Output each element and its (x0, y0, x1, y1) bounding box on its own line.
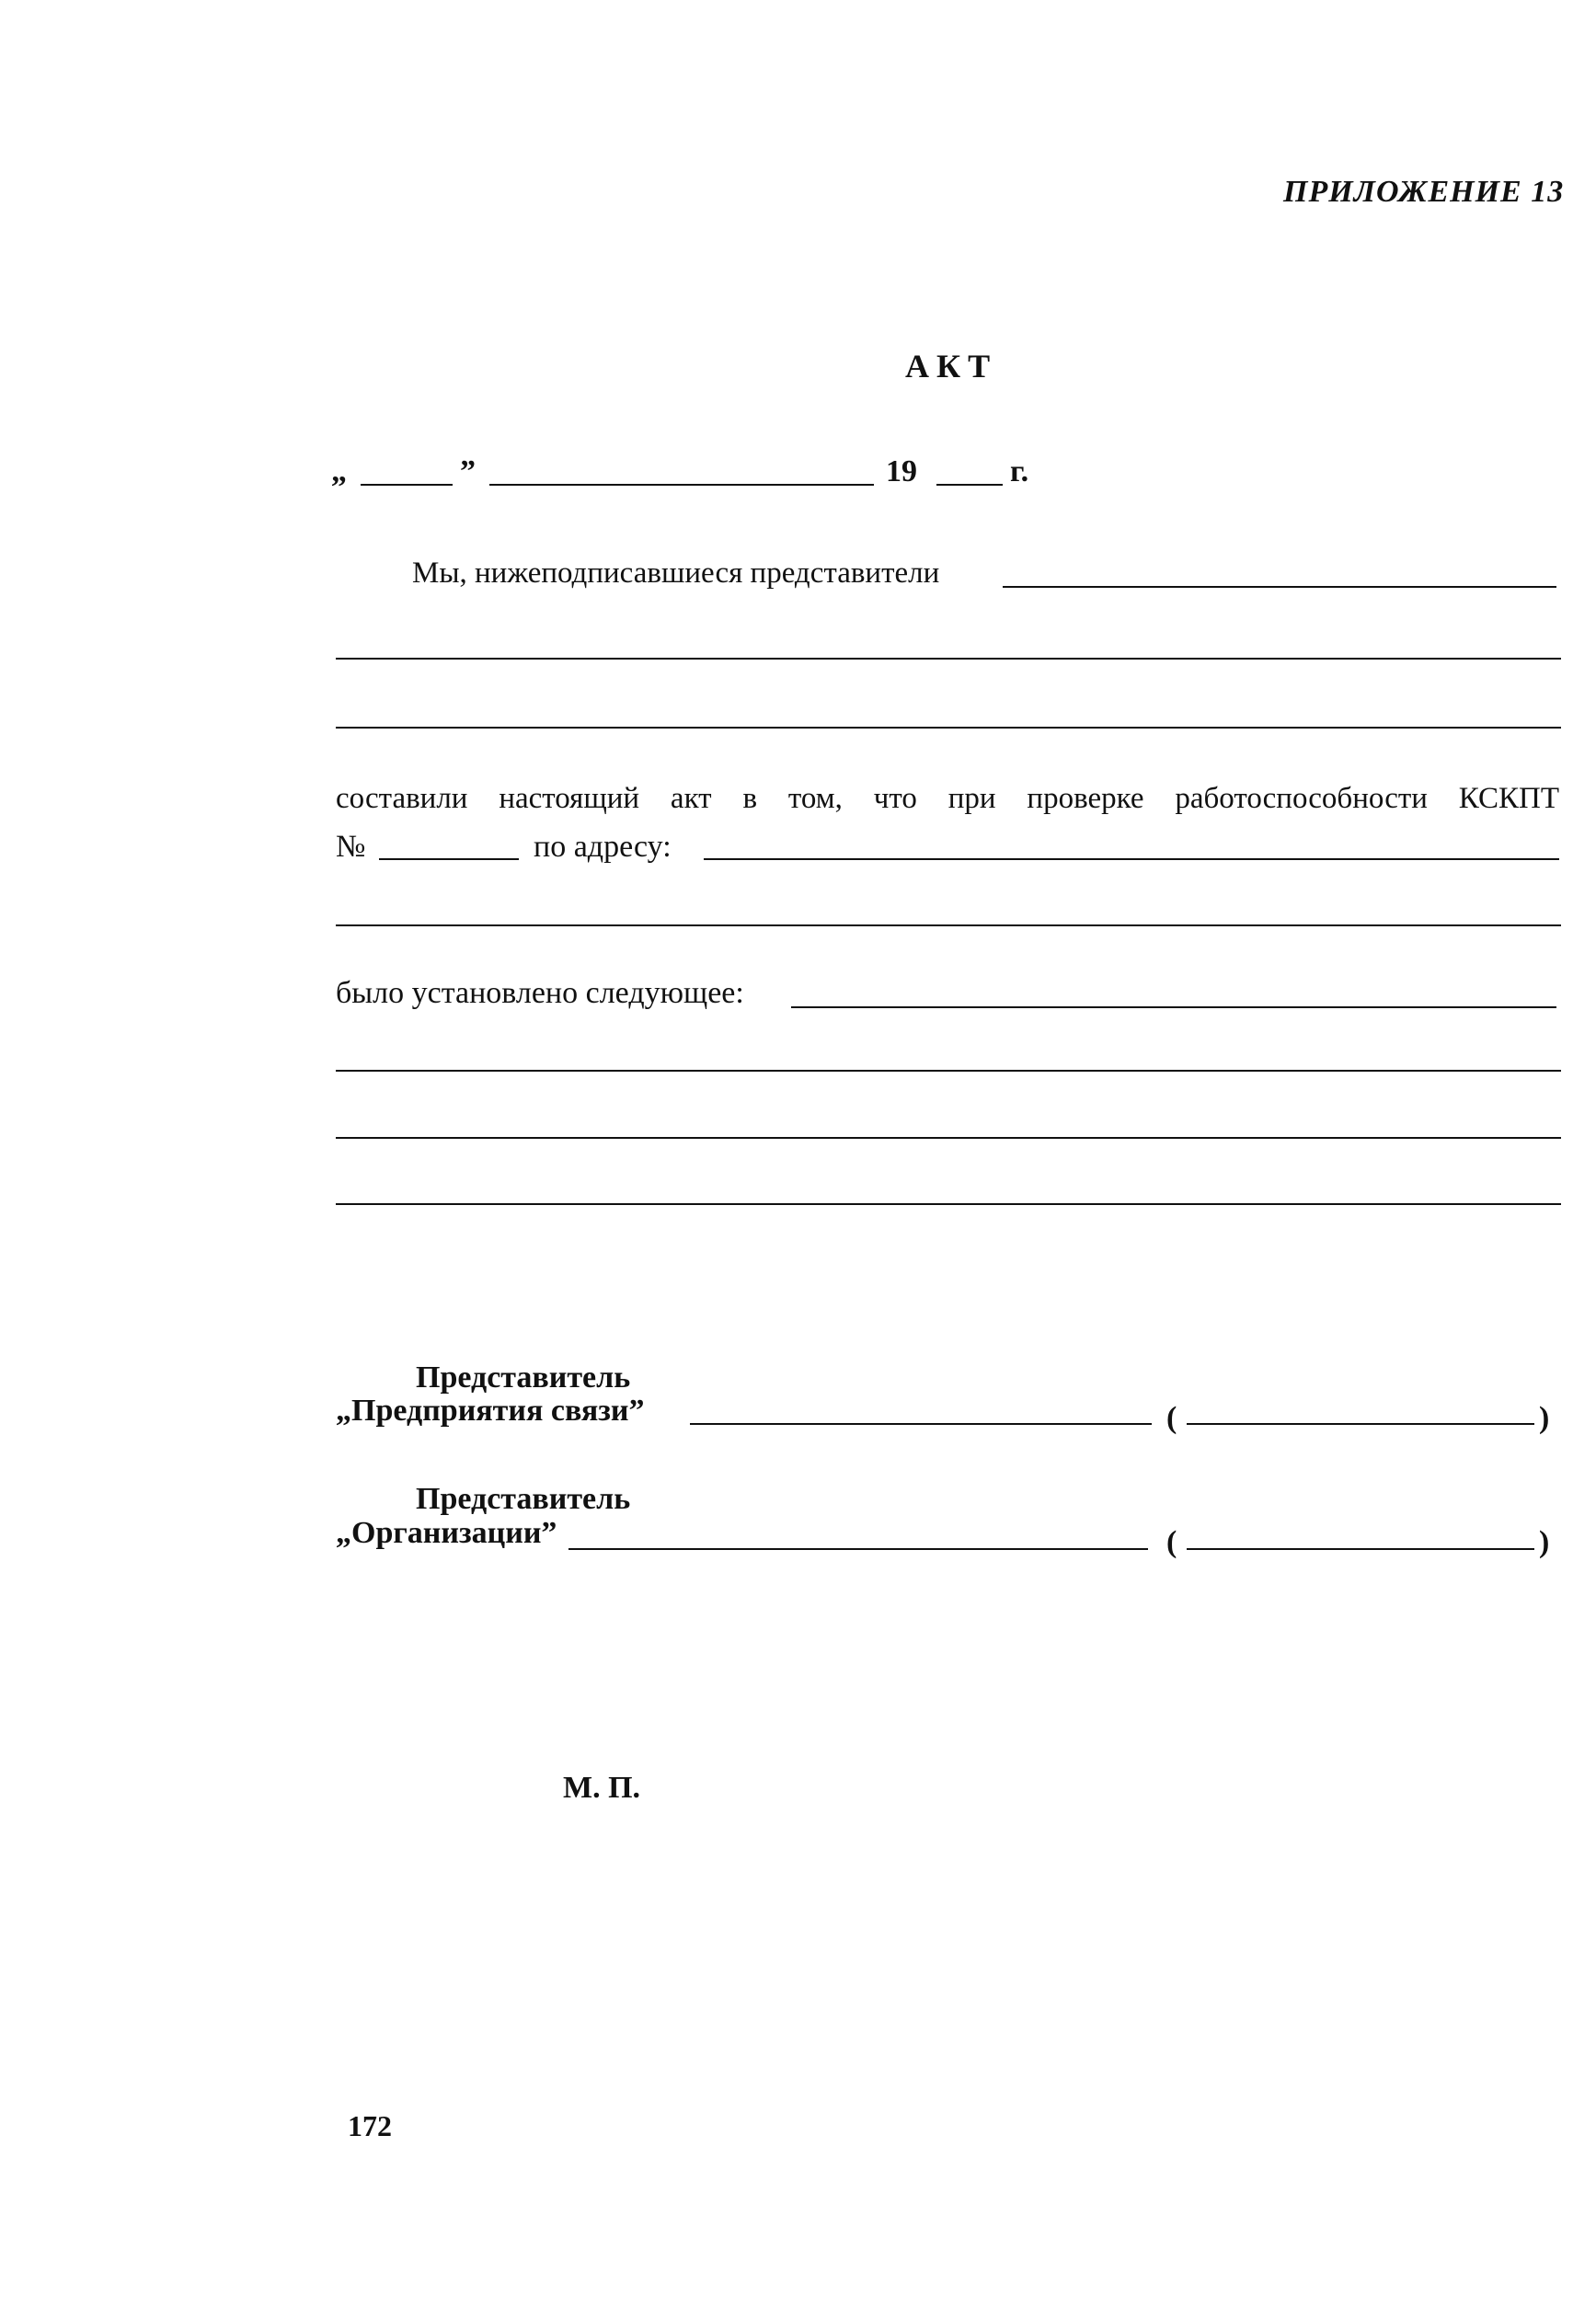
year-prefix: 19 (886, 454, 917, 488)
findings-blank-field[interactable] (791, 1006, 1556, 1008)
signature-role: Представитель (416, 1360, 631, 1395)
stamp-placeholder: М. П. (563, 1771, 641, 1805)
findings-blank-line-3[interactable] (336, 1137, 1561, 1139)
date-close-quote: ” (460, 454, 476, 488)
name-blank-field[interactable] (1187, 1548, 1534, 1550)
name-blank-field[interactable] (1187, 1423, 1534, 1425)
findings-blank-line-2[interactable] (336, 1070, 1561, 1072)
paren-close: ) (1539, 1401, 1550, 1435)
signature-blank-field[interactable] (568, 1548, 1148, 1550)
intro-text: Мы, нижеподписавшиеся представители (412, 557, 940, 590)
year-blank-field[interactable] (936, 484, 1003, 486)
findings-blank-line-4[interactable] (336, 1203, 1561, 1205)
number-label: № (336, 830, 366, 864)
statement-text: составили настоящий акт в том, что при проверке работоспособности КСКПТ (336, 782, 1559, 815)
page-number: 172 (348, 2109, 392, 2142)
paren-open: ( (1166, 1401, 1177, 1435)
representatives-blank-field[interactable] (1003, 586, 1556, 588)
paren-close: ) (1539, 1525, 1550, 1559)
signature-role: Представитель (416, 1482, 631, 1516)
address-blank-field[interactable] (704, 858, 1559, 860)
number-blank-field[interactable] (379, 858, 519, 860)
signature-organization: „Организации” (336, 1516, 557, 1550)
address-blank-line-2[interactable] (336, 924, 1561, 926)
representatives-blank-line-3[interactable] (336, 727, 1561, 729)
findings-label: было установлено следующее: (336, 976, 744, 1010)
address-label: по адресу: (534, 830, 672, 864)
paren-open: ( (1166, 1525, 1177, 1559)
document-title: АКТ (905, 348, 998, 385)
day-blank-field[interactable] (361, 484, 453, 486)
year-suffix: г. (1010, 454, 1029, 488)
month-blank-field[interactable] (489, 484, 874, 486)
appendix-heading: ПРИЛОЖЕНИЕ 13 (1283, 175, 1565, 209)
representatives-blank-line-2[interactable] (336, 658, 1561, 660)
date-open-quote: „ (331, 454, 347, 488)
signature-organization: „Предприятия связи” (336, 1394, 645, 1428)
signature-blank-field[interactable] (690, 1423, 1152, 1425)
